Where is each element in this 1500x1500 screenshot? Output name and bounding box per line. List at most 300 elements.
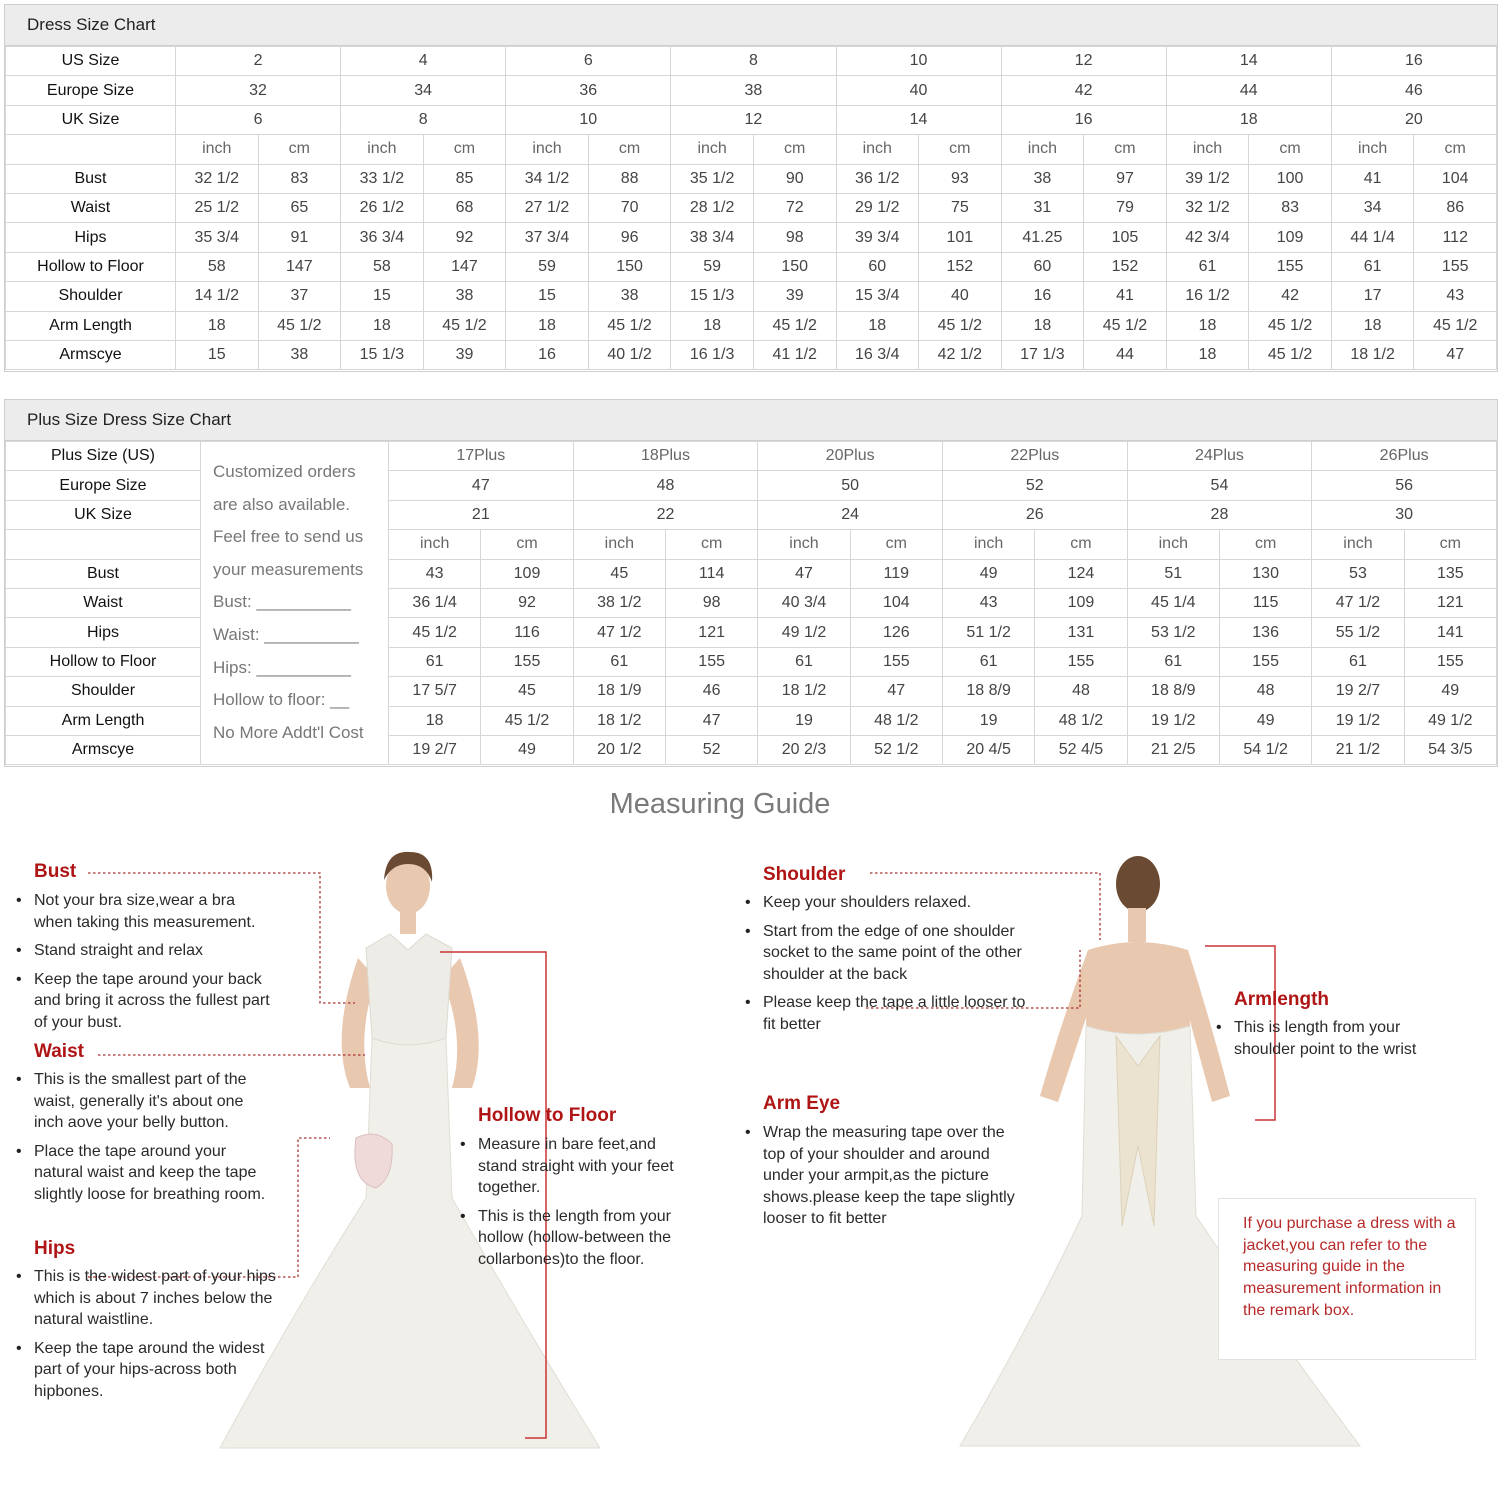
note-line: are also available. bbox=[213, 494, 351, 514]
row-label bbox=[6, 530, 201, 559]
measure-value: 43 bbox=[389, 559, 481, 588]
measure-value: 20 1/2 bbox=[573, 735, 665, 764]
row-label: Waist bbox=[6, 588, 201, 617]
measure-value: 116 bbox=[481, 618, 573, 647]
measure-value: 85 bbox=[423, 164, 506, 193]
size-value: 10 bbox=[506, 105, 671, 134]
unit-cm: cm bbox=[1219, 530, 1311, 559]
measure-value: 59 bbox=[506, 252, 589, 281]
measure-value: 98 bbox=[665, 588, 757, 617]
row-label: Hollow to Floor bbox=[6, 647, 201, 676]
measure-value: 101 bbox=[919, 223, 1002, 252]
measure-value: 58 bbox=[341, 252, 424, 281]
measure-value: 75 bbox=[919, 193, 1002, 222]
bust-tip: • Not your bra size,wear a bra when taking this measurement. bbox=[14, 890, 276, 933]
measure-value: 152 bbox=[1084, 252, 1167, 281]
shoulder-title: Shoulder bbox=[763, 864, 846, 885]
measure-value: 42 bbox=[1249, 282, 1332, 311]
measure-value: 105 bbox=[1084, 223, 1167, 252]
measure-value: 155 bbox=[1035, 647, 1127, 676]
size-value: 38 bbox=[671, 76, 836, 105]
note-line: your measurements bbox=[213, 559, 364, 579]
plus-size-value: 26 bbox=[942, 500, 1127, 529]
measure-value: 45 1/2 bbox=[423, 311, 506, 340]
plus-size-value: 54 bbox=[1127, 471, 1312, 500]
plus-size-table bbox=[5, 441, 1497, 765]
measure-value: 36 1/4 bbox=[389, 588, 481, 617]
measure-value: 51 1/2 bbox=[942, 618, 1034, 647]
size-value: 32 bbox=[176, 76, 341, 105]
measure-value: 38 3/4 bbox=[671, 223, 754, 252]
measure-value: 38 bbox=[423, 282, 506, 311]
armlength-title: Armlength bbox=[1234, 989, 1329, 1010]
measure-value: 16 bbox=[1001, 282, 1084, 311]
measure-value: 155 bbox=[850, 647, 942, 676]
measure-value: 141 bbox=[1404, 618, 1496, 647]
measure-value: 45 bbox=[573, 559, 665, 588]
measure-value: 19 bbox=[758, 706, 850, 735]
measure-value: 121 bbox=[1404, 588, 1496, 617]
measure-value: 19 1/2 bbox=[1312, 706, 1404, 735]
hips-list bbox=[14, 1266, 276, 1409]
measure-value: 97 bbox=[1084, 164, 1167, 193]
unit-inch: inch bbox=[1312, 530, 1404, 559]
measure-value: 39 bbox=[423, 340, 506, 369]
size-value: 16 bbox=[1331, 47, 1496, 76]
measure-value: 18 8/9 bbox=[1127, 677, 1219, 706]
measure-value: 18 bbox=[341, 311, 424, 340]
size-value: 4 bbox=[341, 47, 506, 76]
waist-tip: • This is the smallest part of the waist, generally it's about one inch aove your belly button. bbox=[14, 1069, 276, 1134]
measure-value: 59 bbox=[671, 252, 754, 281]
measure-row bbox=[6, 311, 1497, 340]
plus-size-value: 21 bbox=[389, 500, 574, 529]
measure-value: 31 bbox=[1001, 193, 1084, 222]
measure-value: 29 1/2 bbox=[836, 193, 919, 222]
plus-size-value: 47 bbox=[389, 471, 574, 500]
measure-value: 17 bbox=[1331, 282, 1414, 311]
measure-value: 43 bbox=[942, 588, 1034, 617]
measure-value: 83 bbox=[258, 164, 341, 193]
unit-inch: inch bbox=[1127, 530, 1219, 559]
unit-inch: inch bbox=[506, 135, 589, 164]
row-label: Hollow to Floor bbox=[6, 252, 176, 281]
measure-value: 17 5/7 bbox=[389, 677, 481, 706]
unit-inch: inch bbox=[758, 530, 850, 559]
row-label: UK Size bbox=[6, 105, 176, 134]
measure-value: 44 1/4 bbox=[1331, 223, 1414, 252]
measure-value: 51 bbox=[1127, 559, 1219, 588]
measure-value: 18 1/9 bbox=[573, 677, 665, 706]
measure-value: 49 1/2 bbox=[1404, 706, 1496, 735]
armeye-tip: • Wrap the measuring tape over the top of your shoulder and around under your armpit,as the picture shows.please keep the tape slightly looser to fit better bbox=[743, 1122, 1028, 1230]
measure-value: 109 bbox=[1035, 588, 1127, 617]
measure-value: 124 bbox=[1035, 559, 1127, 588]
measure-value: 115 bbox=[1219, 588, 1311, 617]
row-label: Armscye bbox=[6, 340, 176, 369]
measure-value: 28 1/2 bbox=[671, 193, 754, 222]
measure-value: 45 1/2 bbox=[1249, 340, 1332, 369]
measure-value: 155 bbox=[1404, 647, 1496, 676]
custom-order-note bbox=[201, 442, 389, 765]
measure-value: 41.25 bbox=[1001, 223, 1084, 252]
measure-value: 25 1/2 bbox=[176, 193, 259, 222]
measure-value: 15 1/3 bbox=[341, 340, 424, 369]
measure-value: 114 bbox=[665, 559, 757, 588]
measure-value: 45 1/2 bbox=[481, 706, 573, 735]
measure-value: 20 2/3 bbox=[758, 735, 850, 764]
measure-value: 61 bbox=[1331, 252, 1414, 281]
row-label: Waist bbox=[6, 193, 176, 222]
unit-cm: cm bbox=[588, 135, 671, 164]
unit-inch: inch bbox=[341, 135, 424, 164]
measure-value: 18 bbox=[1001, 311, 1084, 340]
measure-value: 18 1/2 bbox=[573, 706, 665, 735]
jacket-remark-box: If you purchase a dress with a jacket,you can refer to the measuring guide in the measurement information in the remark box. bbox=[1218, 1198, 1476, 1360]
measure-value: 38 bbox=[1001, 164, 1084, 193]
unit-cm: cm bbox=[1249, 135, 1332, 164]
measure-value: 61 bbox=[389, 647, 481, 676]
measure-value: 19 1/2 bbox=[1127, 706, 1219, 735]
measure-value: 104 bbox=[1414, 164, 1497, 193]
row-label bbox=[6, 135, 176, 164]
plus-size-value: 52 bbox=[942, 471, 1127, 500]
measure-value: 40 3/4 bbox=[758, 588, 850, 617]
measure-value: 26 1/2 bbox=[341, 193, 424, 222]
dress-size-chart bbox=[4, 4, 1498, 372]
shoulder-tip: • Please keep the tape a little looser to fit better bbox=[743, 992, 1028, 1035]
measure-value: 41 bbox=[1084, 282, 1167, 311]
plus-size-value: 30 bbox=[1312, 500, 1497, 529]
measure-value: 83 bbox=[1249, 193, 1332, 222]
hollow-title: Hollow to Floor bbox=[478, 1105, 617, 1126]
row-label: Hips bbox=[6, 618, 201, 647]
size-value: 40 bbox=[836, 76, 1001, 105]
measure-value: 46 bbox=[665, 677, 757, 706]
measure-value: 130 bbox=[1219, 559, 1311, 588]
row-label: Arm Length bbox=[6, 311, 176, 340]
plus-size-value: 22Plus bbox=[942, 442, 1127, 471]
measure-value: 16 1/2 bbox=[1166, 282, 1249, 311]
measure-value: 18 bbox=[1331, 311, 1414, 340]
shoulder-list bbox=[743, 892, 1028, 1042]
measure-value: 60 bbox=[1001, 252, 1084, 281]
bust-list bbox=[14, 890, 276, 1040]
unit-cm: cm bbox=[481, 530, 573, 559]
measure-value: 60 bbox=[836, 252, 919, 281]
armlength-tip: • This is length from your shoulder point to the wrist bbox=[1214, 1017, 1434, 1060]
measure-value: 119 bbox=[850, 559, 942, 588]
unit-cm: cm bbox=[665, 530, 757, 559]
plus-size-value: 22 bbox=[573, 500, 758, 529]
measure-value: 45 1/2 bbox=[1249, 311, 1332, 340]
waist-title: Waist bbox=[34, 1041, 84, 1062]
measure-value: 47 bbox=[758, 559, 850, 588]
hollow-tip: • This is the length from your hollow (hollow-between the collarbones)to the floor. bbox=[458, 1206, 688, 1271]
size-value: 20 bbox=[1331, 105, 1496, 134]
measure-value: 18 bbox=[389, 706, 481, 735]
measure-value: 61 bbox=[573, 647, 665, 676]
armeye-title: Arm Eye bbox=[763, 1093, 841, 1114]
measure-value: 38 bbox=[258, 340, 341, 369]
row-label: Bust bbox=[6, 164, 176, 193]
note-line: Waist: __________ bbox=[213, 624, 359, 644]
size-value: 42 bbox=[1001, 76, 1166, 105]
measure-value: 45 bbox=[481, 677, 573, 706]
measure-value: 52 4/5 bbox=[1035, 735, 1127, 764]
note-line: Feel free to send us bbox=[213, 527, 364, 547]
plus-size-chart-title: Plus Size Dress Size Chart bbox=[5, 400, 1497, 441]
measure-value: 32 1/2 bbox=[1166, 193, 1249, 222]
measure-value: 55 1/2 bbox=[1312, 618, 1404, 647]
unit-cm: cm bbox=[423, 135, 506, 164]
size-value: 18 bbox=[1166, 105, 1331, 134]
measure-value: 37 bbox=[258, 282, 341, 311]
measure-value: 52 bbox=[665, 735, 757, 764]
measure-value: 44 bbox=[1084, 340, 1167, 369]
measure-value: 68 bbox=[423, 193, 506, 222]
measure-value: 34 1/2 bbox=[506, 164, 589, 193]
measure-value: 32 1/2 bbox=[176, 164, 259, 193]
measure-row bbox=[6, 340, 1497, 369]
bust-title: Bust bbox=[34, 861, 77, 882]
plus-size-value: 18Plus bbox=[573, 442, 758, 471]
dress-size-chart-title: Dress Size Chart bbox=[5, 5, 1497, 46]
row-label: Shoulder bbox=[6, 282, 176, 311]
unit-cm: cm bbox=[850, 530, 942, 559]
measure-value: 54 1/2 bbox=[1219, 735, 1311, 764]
measure-value: 147 bbox=[423, 252, 506, 281]
measure-value: 53 1/2 bbox=[1127, 618, 1219, 647]
unit-cm: cm bbox=[1404, 530, 1496, 559]
plus-size-value: 50 bbox=[758, 471, 943, 500]
measure-value: 61 bbox=[1127, 647, 1219, 676]
measure-value: 45 1/2 bbox=[389, 618, 481, 647]
dress-size-table bbox=[5, 46, 1497, 370]
plus-size-value: 26Plus bbox=[1312, 442, 1497, 471]
measure-value: 48 1/2 bbox=[850, 706, 942, 735]
measure-value: 100 bbox=[1249, 164, 1332, 193]
measure-value: 131 bbox=[1035, 618, 1127, 647]
unit-inch: inch bbox=[573, 530, 665, 559]
measure-value: 42 3/4 bbox=[1166, 223, 1249, 252]
size-value: 12 bbox=[1001, 47, 1166, 76]
size-value: 36 bbox=[506, 76, 671, 105]
measure-value: 48 1/2 bbox=[1035, 706, 1127, 735]
measure-value: 19 2/7 bbox=[1312, 677, 1404, 706]
measure-value: 58 bbox=[176, 252, 259, 281]
measure-value: 53 bbox=[1312, 559, 1404, 588]
measure-value: 88 bbox=[588, 164, 671, 193]
measure-value: 45 1/4 bbox=[1127, 588, 1219, 617]
measure-value: 21 2/5 bbox=[1127, 735, 1219, 764]
size-value: 6 bbox=[506, 47, 671, 76]
measure-value: 155 bbox=[1219, 647, 1311, 676]
measure-value: 18 bbox=[176, 311, 259, 340]
measure-value: 155 bbox=[665, 647, 757, 676]
size-value: 8 bbox=[671, 47, 836, 76]
size-value: 6 bbox=[176, 105, 341, 134]
plus-size-value: 48 bbox=[573, 471, 758, 500]
measure-value: 126 bbox=[850, 618, 942, 647]
measure-value: 16 bbox=[506, 340, 589, 369]
measure-value: 36 3/4 bbox=[341, 223, 424, 252]
measure-value: 49 bbox=[481, 735, 573, 764]
measure-value: 147 bbox=[258, 252, 341, 281]
measuring-guide-title: Measuring Guide bbox=[609, 788, 831, 820]
measure-value: 34 bbox=[1331, 193, 1414, 222]
measure-value: 20 4/5 bbox=[942, 735, 1034, 764]
measure-value: 54 3/5 bbox=[1404, 735, 1496, 764]
unit-inch: inch bbox=[942, 530, 1034, 559]
measure-value: 15 bbox=[506, 282, 589, 311]
size-value: 44 bbox=[1166, 76, 1331, 105]
row-label: Europe Size bbox=[6, 471, 201, 500]
measure-value: 18 1/2 bbox=[758, 677, 850, 706]
measure-value: 18 bbox=[506, 311, 589, 340]
waist-list bbox=[14, 1069, 276, 1212]
bust-tip: • Keep the tape around your back and bring it across the fullest part of your bust. bbox=[14, 969, 276, 1034]
measure-value: 152 bbox=[919, 252, 1002, 281]
measure-value: 15 bbox=[176, 340, 259, 369]
size-row-us bbox=[6, 47, 1497, 76]
hips-tip: • Keep the tape around the widest part of your hips-across both hipbones. bbox=[14, 1338, 276, 1403]
plus-size-value: 24Plus bbox=[1127, 442, 1312, 471]
plus-row bbox=[6, 442, 1497, 471]
size-value: 12 bbox=[671, 105, 836, 134]
unit-row bbox=[6, 135, 1497, 164]
measure-value: 48 bbox=[1219, 677, 1311, 706]
row-label: US Size bbox=[6, 47, 176, 76]
waist-tip: • Place the tape around your natural waist and keep the tape slightly loose for breathing room. bbox=[14, 1141, 276, 1206]
measure-value: 47 bbox=[1414, 340, 1497, 369]
unit-inch: inch bbox=[1331, 135, 1414, 164]
row-label: Shoulder bbox=[6, 677, 201, 706]
measure-value: 35 1/2 bbox=[671, 164, 754, 193]
unit-inch: inch bbox=[1166, 135, 1249, 164]
measure-value: 96 bbox=[588, 223, 671, 252]
row-label: Armscye bbox=[6, 735, 201, 764]
measure-value: 121 bbox=[665, 618, 757, 647]
row-label: Hips bbox=[6, 223, 176, 252]
unit-inch: inch bbox=[836, 135, 919, 164]
measure-value: 92 bbox=[423, 223, 506, 252]
measure-value: 155 bbox=[481, 647, 573, 676]
measure-value: 109 bbox=[1249, 223, 1332, 252]
measure-value: 92 bbox=[481, 588, 573, 617]
measure-value: 93 bbox=[919, 164, 1002, 193]
size-row-eu bbox=[6, 76, 1497, 105]
measure-value: 61 bbox=[1312, 647, 1404, 676]
measure-value: 15 1/3 bbox=[671, 282, 754, 311]
measure-value: 19 2/7 bbox=[389, 735, 481, 764]
plus-size-chart bbox=[4, 399, 1498, 767]
measure-value: 112 bbox=[1414, 223, 1497, 252]
row-label: Plus Size (US) bbox=[6, 442, 201, 471]
measure-value: 36 1/2 bbox=[836, 164, 919, 193]
armlength-list bbox=[1214, 1017, 1434, 1067]
measure-value: 45 1/2 bbox=[1414, 311, 1497, 340]
measure-value: 47 1/2 bbox=[573, 618, 665, 647]
plus-size-value: 24 bbox=[758, 500, 943, 529]
measure-value: 109 bbox=[481, 559, 573, 588]
size-value: 34 bbox=[341, 76, 506, 105]
measure-value: 72 bbox=[753, 193, 836, 222]
measure-row bbox=[6, 223, 1497, 252]
measure-value: 43 bbox=[1414, 282, 1497, 311]
measure-value: 18 bbox=[1166, 311, 1249, 340]
row-label: UK Size bbox=[6, 500, 201, 529]
unit-inch: inch bbox=[176, 135, 259, 164]
row-label: Bust bbox=[6, 559, 201, 588]
measure-value: 52 1/2 bbox=[850, 735, 942, 764]
measure-value: 155 bbox=[1249, 252, 1332, 281]
measure-row bbox=[6, 252, 1497, 281]
row-label: Arm Length bbox=[6, 706, 201, 735]
measure-value: 61 bbox=[758, 647, 850, 676]
note-line: Bust: __________ bbox=[213, 592, 352, 612]
measure-value: 18 8/9 bbox=[942, 677, 1034, 706]
measure-value: 40 bbox=[919, 282, 1002, 311]
measure-value: 14 1/2 bbox=[176, 282, 259, 311]
plus-size-value: 28 bbox=[1127, 500, 1312, 529]
measure-row bbox=[6, 282, 1497, 311]
measure-value: 19 bbox=[942, 706, 1034, 735]
measure-value: 35 3/4 bbox=[176, 223, 259, 252]
hips-tip: • This is the widest part of your hips which is about 7 inches below the natural waistline. bbox=[14, 1266, 276, 1331]
measure-value: 70 bbox=[588, 193, 671, 222]
measure-value: 38 1/2 bbox=[573, 588, 665, 617]
measure-value: 90 bbox=[753, 164, 836, 193]
size-value: 16 bbox=[1001, 105, 1166, 134]
unit-inch: inch bbox=[1001, 135, 1084, 164]
measure-value: 18 bbox=[836, 311, 919, 340]
shoulder-tip: • Keep your shoulders relaxed. bbox=[743, 892, 1028, 914]
measure-row bbox=[6, 193, 1497, 222]
size-value: 14 bbox=[1166, 47, 1331, 76]
size-value: 8 bbox=[341, 105, 506, 134]
measure-value: 40 1/2 bbox=[588, 340, 671, 369]
unit-cm: cm bbox=[1084, 135, 1167, 164]
measure-value: 41 1/2 bbox=[753, 340, 836, 369]
measure-value: 135 bbox=[1404, 559, 1496, 588]
size-value: 14 bbox=[836, 105, 1001, 134]
note-line: Customized orders bbox=[213, 462, 356, 481]
measure-value: 16 3/4 bbox=[836, 340, 919, 369]
measure-value: 49 bbox=[942, 559, 1034, 588]
measure-value: 45 1/2 bbox=[258, 311, 341, 340]
shoulder-tip: • Start from the edge of one shoulder socket to the same point of the other shoulder at the back bbox=[743, 921, 1028, 986]
measure-value: 61 bbox=[942, 647, 1034, 676]
plus-size-value: 20Plus bbox=[758, 442, 943, 471]
measure-value: 38 bbox=[588, 282, 671, 311]
measure-value: 104 bbox=[850, 588, 942, 617]
measure-value: 98 bbox=[753, 223, 836, 252]
measure-value: 45 1/2 bbox=[753, 311, 836, 340]
measure-value: 48 bbox=[1035, 677, 1127, 706]
hips-title: Hips bbox=[34, 1238, 76, 1259]
hollow-tip: • Measure in bare feet,and stand straight with your feet together. bbox=[458, 1134, 688, 1199]
unit-inch: inch bbox=[671, 135, 754, 164]
measure-value: 41 bbox=[1331, 164, 1414, 193]
measure-row bbox=[6, 164, 1497, 193]
measure-value: 47 bbox=[665, 706, 757, 735]
measure-value: 61 bbox=[1166, 252, 1249, 281]
measure-value: 39 3/4 bbox=[836, 223, 919, 252]
measure-value: 49 bbox=[1219, 706, 1311, 735]
measure-value: 49 bbox=[1404, 677, 1496, 706]
note-line: Hips: __________ bbox=[213, 657, 352, 677]
